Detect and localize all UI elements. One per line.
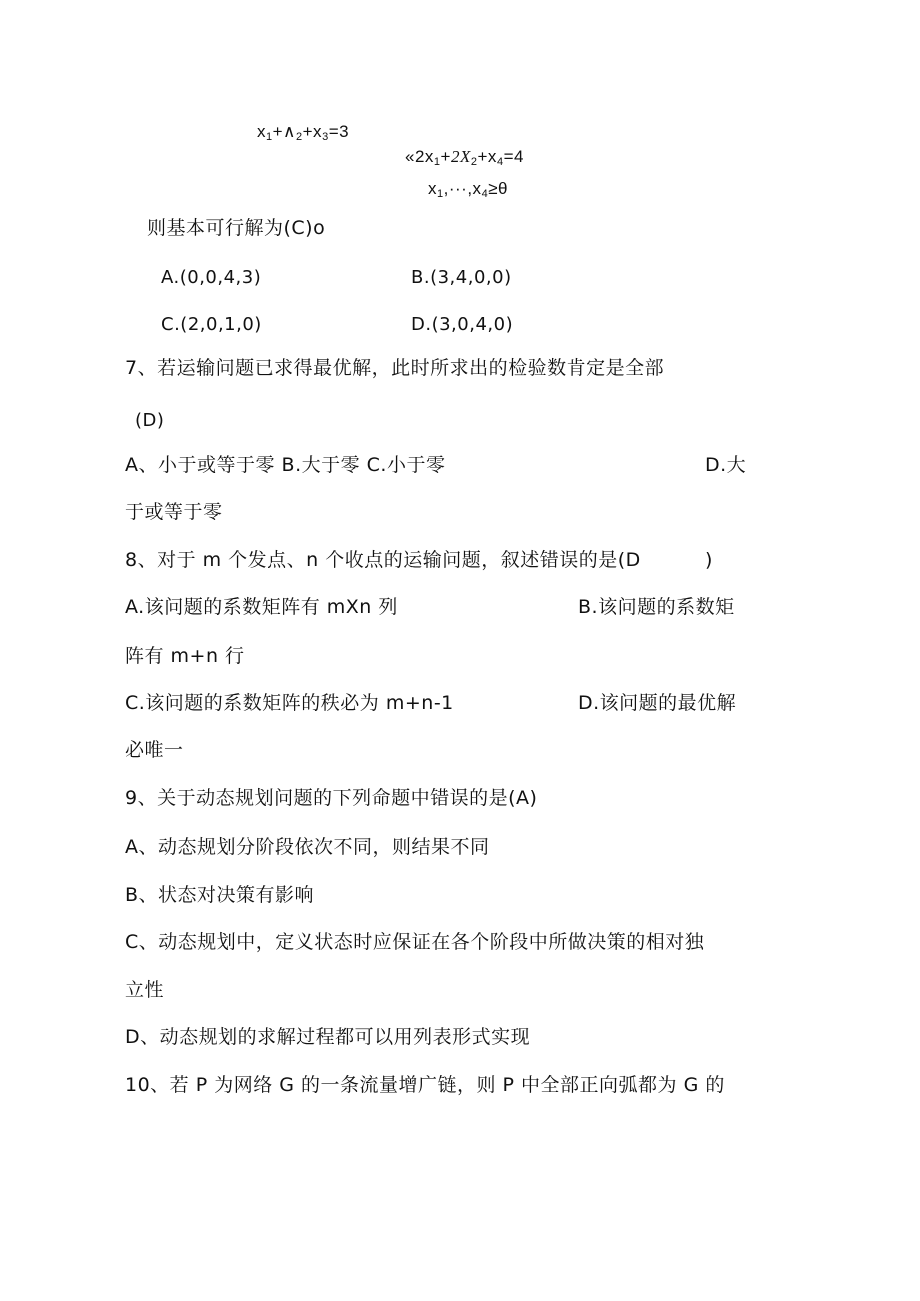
q8-option-d-continued: 必唯一 <box>125 739 184 761</box>
q7-option-d-continued: 于或等于零 <box>125 501 223 523</box>
constraint-eq-1: $x_1+\wedge_2+x_3=3$ <box>257 122 350 143</box>
q9-option-c-continued: 立性 <box>125 979 165 1001</box>
q7-answer: (D) <box>135 410 165 431</box>
q9-stem: 9、关于动态规划问题的下列命题中错误的是(A) <box>125 787 538 809</box>
q9-option-b: B、状态对决策有影响 <box>125 884 315 906</box>
q6-option-d: D.(3,0,4,0) <box>411 314 514 335</box>
q7-options: A、小于或等于零 B.大于零 C.小于零 <box>125 454 446 476</box>
q8-option-a: A.该问题的系数矩阵有 mXn 列 <box>125 596 398 618</box>
q6-option-a: A.(0,0,4,3) <box>161 267 262 288</box>
q8-option-c: C.该问题的系数矩阵的秩必为 m+n-1 <box>125 692 454 714</box>
constraint-nonnegativity: $x_1,\cdot\cdot\cdot,x_4\ge\theta$ <box>428 179 508 200</box>
q8-option-b: B.该问题的系数矩 <box>578 596 735 618</box>
q10-stem: 10、若 P 为网络 G 的一条流量增广链，则 P 中全部正向弧都为 G 的 <box>125 1074 725 1096</box>
q8-option-d: D.该问题的最优解 <box>578 692 737 714</box>
q6-stem: 则基本可行解为(C)o <box>147 217 326 239</box>
q8-stem: 8、对于 m 个发点、n 个收点的运输问题，叙述错误的是(D <box>125 549 641 571</box>
q6-option-c: C.(2,0,1,0) <box>161 314 262 335</box>
constraint-eq-2: «$2x_1+2X_2+x_4=4$ <box>405 147 524 168</box>
q7-option-d: D.大 <box>705 454 747 476</box>
q8-option-b-continued: 阵有 m+n 行 <box>125 645 245 667</box>
q9-option-c: C、动态规划中，定义状态时应保证在各个阶段中所做决策的相对独 <box>125 931 705 953</box>
q7-stem: 7、若运输问题已求得最优解，此时所求出的检验数肯定是全部 <box>125 357 665 379</box>
q6-option-b: B.(3,4,0,0) <box>411 267 512 288</box>
q9-option-d: D、动态规划的求解过程都可以用列表形式实现 <box>125 1026 531 1048</box>
q8-stem-close: ) <box>705 549 713 571</box>
q9-option-a: A、动态规划分阶段依次不同，则结果不同 <box>125 836 490 858</box>
